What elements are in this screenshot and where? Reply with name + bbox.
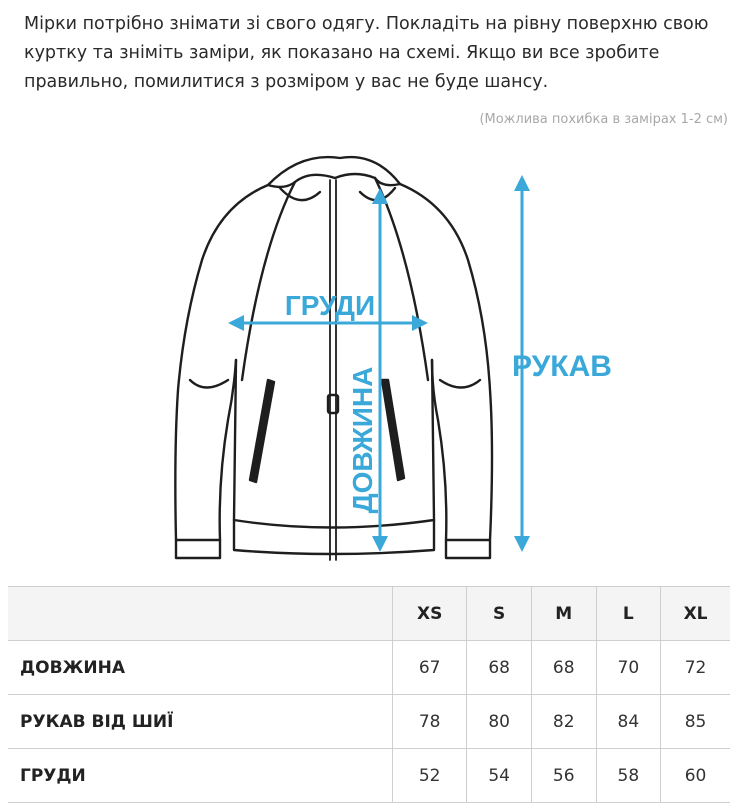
tolerance-note: (Можлива похибка в замірах 1-2 см) (479, 112, 728, 127)
table-cell: 78 (393, 695, 467, 749)
jacket-diagram (150, 140, 620, 570)
length-label: ДОВЖИНА (347, 366, 378, 514)
table-cell: 84 (596, 695, 661, 749)
table-row (8, 641, 730, 695)
row-label: ГРУДИ (8, 749, 393, 803)
table-cell: 82 (531, 695, 596, 749)
size-table (8, 586, 730, 803)
table-cell: 52 (393, 749, 467, 803)
intro-line-2: куртку та зніміть заміри, як показано на схемі. Якщо ви все зробите (24, 43, 660, 63)
table-cell: 80 (467, 695, 532, 749)
intro-line-3: правильно, помилитися з розміром у вас не буде шансу. (24, 72, 549, 92)
row-label: РУКАВ ВІД ШИЇ (8, 695, 393, 749)
table-header-s: S (467, 587, 532, 641)
chest-label: ГРУДИ (284, 290, 376, 321)
table-header-l: L (596, 587, 661, 641)
table-cell: 68 (467, 641, 532, 695)
table-cell: 68 (531, 641, 596, 695)
intro-text (24, 10, 714, 97)
table-cell: 72 (661, 641, 730, 695)
table-cell: 56 (531, 749, 596, 803)
jacket-outline (175, 157, 492, 560)
table-header-xl: XL (661, 587, 730, 641)
table-cell: 85 (661, 695, 730, 749)
table-cell: 54 (467, 749, 532, 803)
table-header-m: M (531, 587, 596, 641)
table-cell: 67 (393, 641, 467, 695)
sleeve-label: РУКАВ (512, 350, 612, 383)
intro-line-1: Мірки потрібно знімати зі свого одягу. Покладіть на рівну поверхню свою (24, 14, 709, 34)
table-header-row (8, 587, 730, 641)
table-cell: 70 (596, 641, 661, 695)
row-label: ДОВЖИНА (8, 641, 393, 695)
table-cell: 60 (661, 749, 730, 803)
table-header-empty (8, 587, 393, 641)
table-header-xs: XS (393, 587, 467, 641)
table-row (8, 749, 730, 803)
table-cell: 58 (596, 749, 661, 803)
table-row (8, 695, 730, 749)
